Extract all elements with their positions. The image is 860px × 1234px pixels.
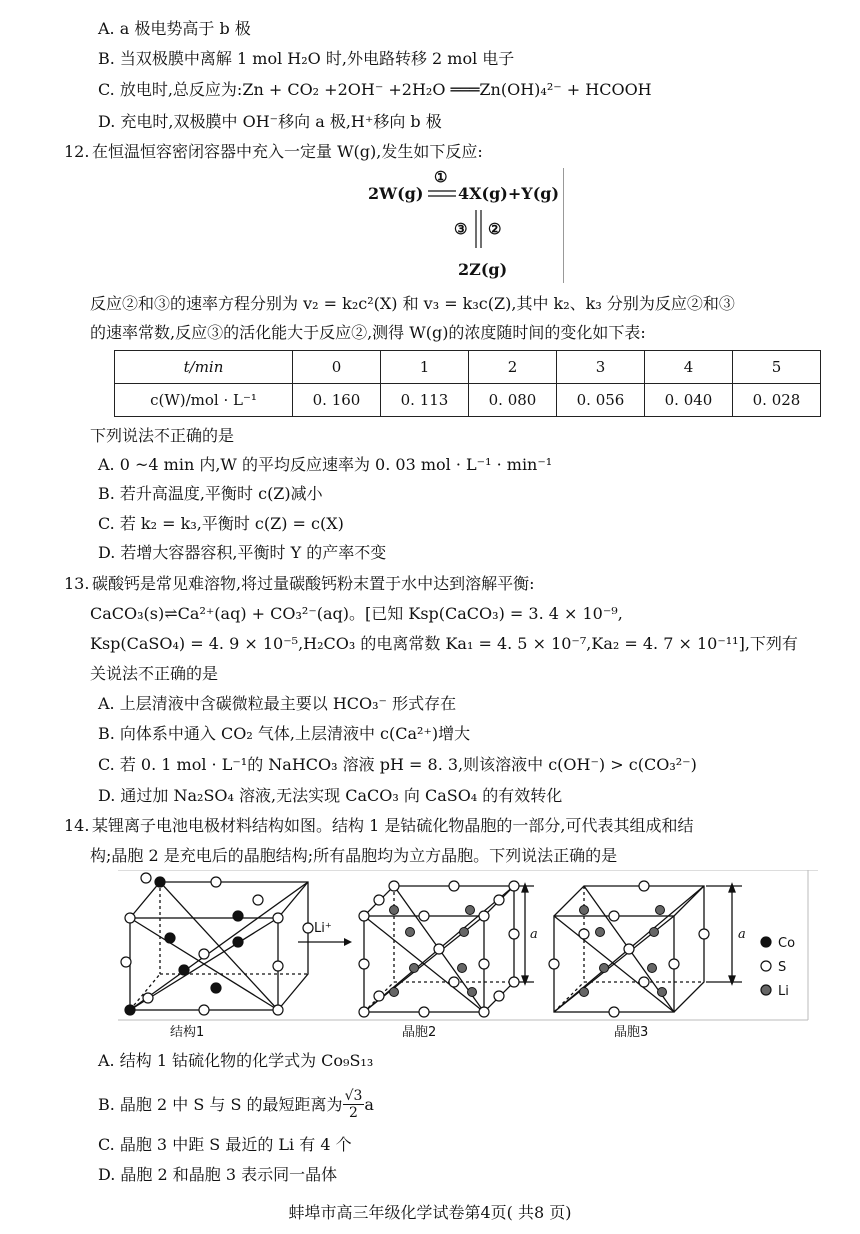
q12-stem-3: 的速率常数,反应③的活化能大于反应②,测得 W(g)的浓度随时间的变化如下表:	[90, 323, 646, 342]
q14-option-d: D. 晶胞 2 和晶胞 3 表示同一晶体	[98, 1165, 338, 1184]
q12-option-d: D. 若增大容器容积,平衡时 Y 的产率不变	[98, 543, 387, 562]
table-row	[115, 384, 821, 417]
equilibrium-arrow-1	[428, 188, 458, 200]
q11-option-d: D. 充电时,双极膜中 OH⁻移向 a 极,H⁺移向 b 极	[98, 112, 442, 131]
q14-option-c: C. 晶胞 3 中距 S 最近的 Li 有 4 个	[98, 1135, 352, 1154]
legend	[761, 937, 771, 995]
table-cell: 0	[293, 351, 381, 384]
table-cell: 0. 080	[469, 384, 557, 417]
scheme-lhs: 2W(g)	[368, 184, 424, 203]
legend-li-label: Li	[778, 984, 789, 999]
table-header-conc: c(W)/mol · L⁻¹	[115, 384, 293, 417]
q14-option-b-text: B. 晶胞 2 中 S 与 S 的最短距离为	[98, 1094, 343, 1114]
q13-stem-4: 关说法不正确的是	[90, 664, 219, 683]
q11-option-b: B. 当双极膜中离解 1 mol H₂O 时,外电路转移 2 mol 电子	[98, 49, 515, 68]
q13-number: 13.	[64, 574, 90, 593]
table-cell: 1	[381, 351, 469, 384]
table-cell: 2	[469, 351, 557, 384]
q13-stem-3: Ksp(CaSO₄) = 4. 9 × 10⁻⁵,H₂CO₃ 的电离常数 Ka₁ = 4. 5 × 10⁻⁷,Ka₂ = 4. 7 × 10⁻¹¹],下列有	[90, 634, 798, 653]
legend-co-label: Co	[778, 936, 796, 951]
q13-option-a: A. 上层清液中含碳微粒最主要以 HCO₃⁻ 形式存在	[98, 694, 457, 713]
arrow-label: Li⁺	[314, 921, 332, 936]
q12-option-b: B. 若升高温度,平衡时 c(Z)减小	[98, 484, 323, 503]
cell-2-label: 晶胞2	[402, 1025, 437, 1040]
table-cell: 0. 040	[645, 384, 733, 417]
cell-3-label: 晶胞3	[614, 1025, 649, 1040]
cell-3-edge-label: a	[738, 927, 746, 942]
q13-option-d: D. 通过加 Na₂SO₄ 溶液,无法实现 CaCO₃ 向 CaSO₄ 的有效转化	[98, 786, 563, 805]
scheme-circle-1: ①	[434, 168, 448, 186]
q12-reaction-scheme	[368, 168, 568, 283]
q14-stem-2: 构;晶胞 2 是充电后的晶胞结构;所有晶胞均为立方晶胞。下列说法正确的是	[90, 846, 618, 865]
equilibrium-arrow-2	[472, 208, 486, 250]
table-cell: 0. 056	[557, 384, 645, 417]
q13-option-b: B. 向体系中通入 CO₂ 气体,上层清液中 c(Ca²⁺)增大	[98, 724, 471, 743]
table-cell: 0. 113	[381, 384, 469, 417]
q13-stem-2: CaCO₃(s)⇌Ca²⁺(aq) + CO₃²⁻(aq)。[已知 Ksp(CaCO₃) = 3. 4 × 10⁻⁹,	[90, 604, 623, 623]
crystal-structures-figure	[118, 870, 818, 1042]
q14-stem-1: 某锂离子电池电极材料结构如图。结构 1 是钴硫化物晶胞的一部分,可代表其组成和结	[92, 816, 694, 835]
q12-question: 下列说法不正确的是	[90, 426, 235, 445]
legend-s-label: S	[778, 960, 787, 975]
legend-li-marker	[761, 985, 771, 995]
scheme-circle-2: ②	[488, 220, 502, 238]
q12-stem-2: 反应②和③的速率方程分别为 v₂ = k₂c²(X) 和 v₃ = k₃c(Z),其中 k₂、k₃ 分别为反应②和③	[90, 294, 735, 313]
q13-stem-1: 碳酸钙是常见难溶物,将过量碳酸钙粉末置于水中达到溶解平衡:	[92, 574, 535, 593]
legend-s-marker	[761, 961, 771, 971]
structure-1-label: 结构1	[170, 1025, 205, 1040]
q12-concentration-table	[114, 350, 821, 417]
q14-option-a: A. 结构 1 钴硫化物的化学式为 Co₉S₁₃	[98, 1051, 374, 1070]
fraction-numerator: √3	[344, 1088, 363, 1104]
table-row	[115, 351, 821, 384]
q11-option-a: A. a 极电势高于 b 极	[98, 19, 251, 38]
table-cell: 0. 160	[293, 384, 381, 417]
table-header-time: t/min	[115, 351, 293, 384]
q14-option-b	[98, 1088, 374, 1121]
table-cell: 0. 028	[733, 384, 821, 417]
q14-option-b-tail: a	[364, 1094, 374, 1114]
page-footer: 蚌埠市高三年级化学试卷第4页( 共8 页)	[288, 1203, 572, 1222]
scheme-rhs: 4X(g)+Y(g)	[458, 184, 560, 203]
q11-option-c: C. 放电时,总反应为:Zn + CO₂ +2OH⁻ +2H₂O ═══Zn(OH)₄²⁻ + HCOOH	[98, 80, 652, 99]
q13-option-c: C. 若 0. 1 mol · L⁻¹的 NaHCO₃ 溶液 pH = 8. 3,则该溶液中 c(OH⁻) > c(CO₃²⁻)	[98, 755, 697, 774]
q12-option-a: A. 0 ~4 min 内,W 的平均反应速率为 0. 03 mol · L⁻¹ · min⁻¹	[98, 455, 553, 474]
q14-number: 14.	[64, 816, 90, 835]
sqrt3-over-2-fraction	[343, 1088, 365, 1121]
table-cell: 3	[557, 351, 645, 384]
legend-co-marker	[761, 937, 771, 947]
table-cell: 5	[733, 351, 821, 384]
q12-option-c: C. 若 k₂ = k₃,平衡时 c(Z) = c(X)	[98, 514, 344, 533]
fraction-denominator: 2	[349, 1105, 358, 1121]
cell-2-edge-label: a	[530, 927, 538, 942]
q12-number: 12.	[64, 142, 90, 161]
scheme-circle-3: ③	[454, 220, 468, 238]
q12-stem-1: 在恒温恒容密闭容器中充入一定量 W(g),发生如下反应:	[92, 142, 483, 161]
scheme-bottom: 2Z(g)	[458, 260, 508, 279]
table-cell: 4	[645, 351, 733, 384]
